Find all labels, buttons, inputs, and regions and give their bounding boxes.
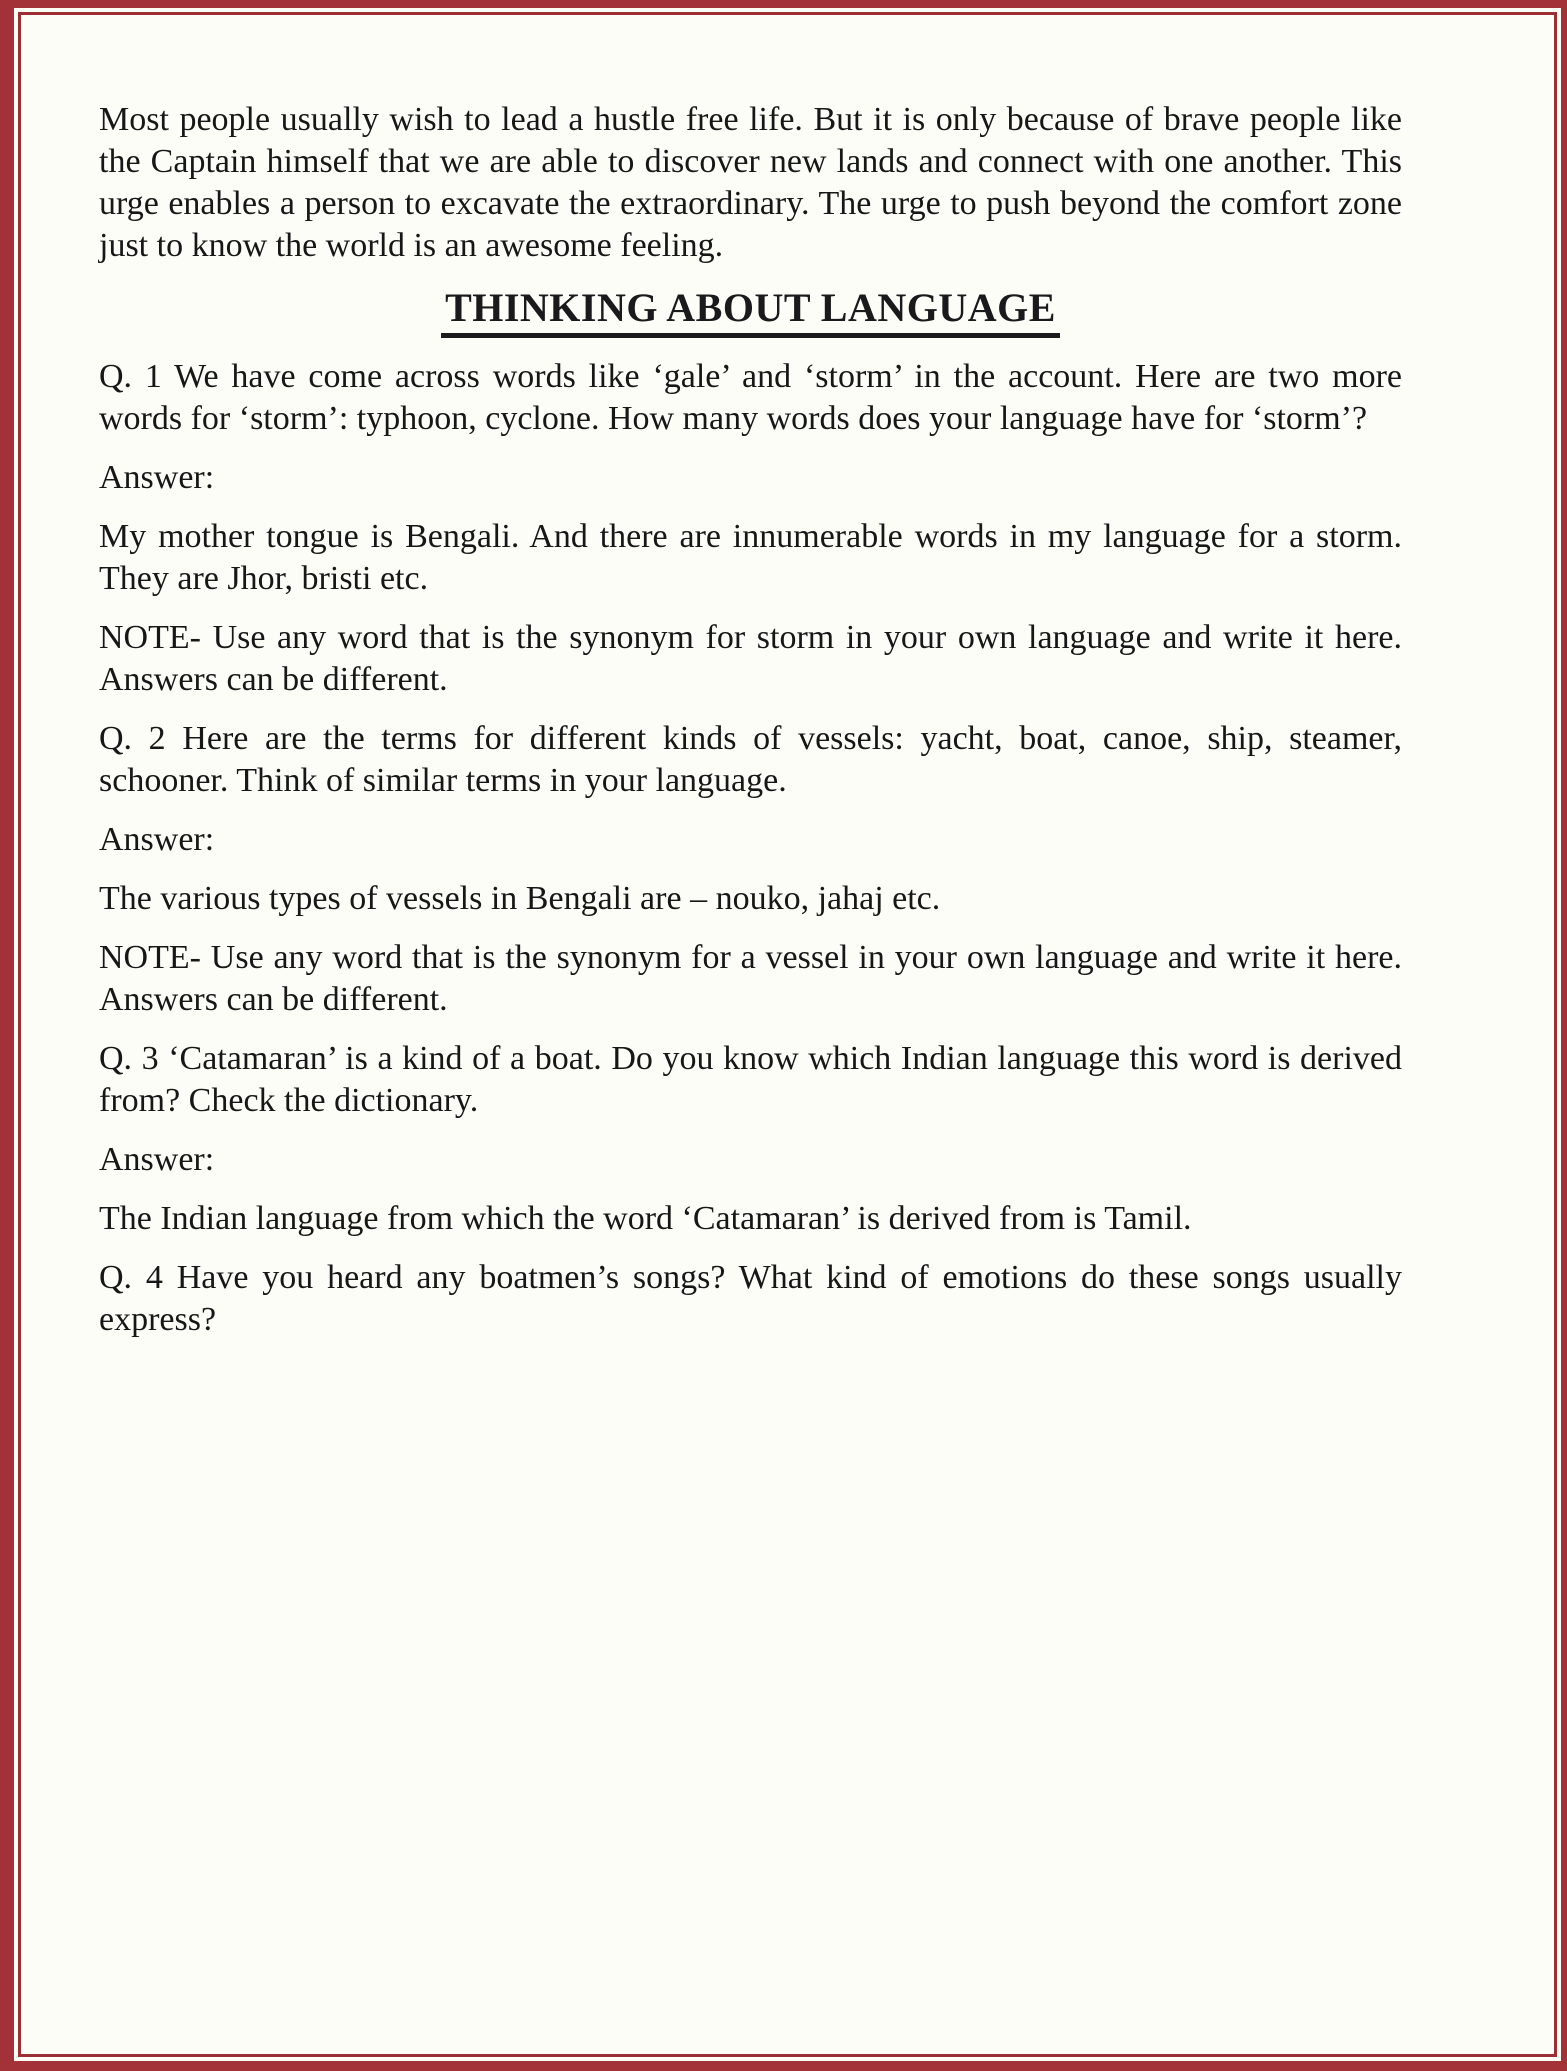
answer-1: My mother tongue is Bengali. And there are innumerable words in my language for a storm. They are Jhor, bristi etc. — [99, 518, 1402, 597]
intro-paragraph: Most people usually wish to lead a hustle free life. But it is only because of brave people like the Captain himself that we are able to discover new lands and connect with one another. This urge enables a person to excavate the extraordinary. The urge to push beyond the comfort zone just to know the world is an awesome feeling. — [99, 101, 1402, 264]
section-heading — [99, 284, 1402, 332]
question-4: Q. 4 Have you heard any boatmen’s songs? What kind of emotions do these songs usually express? — [99, 1259, 1402, 1338]
section-heading-text: THINKING ABOUT LANGUAGE — [441, 285, 1060, 338]
question-2: Q. 2 Here are the terms for different kinds of vessels: yacht, boat, canoe, ship, steamer, schooner. Think of similar terms in your language. — [99, 720, 1402, 799]
question-3: Q. 3 ‘Catamaran’ is a kind of a boat. Do you know which Indian language this word is derived from? Check the dictionary. — [99, 1040, 1402, 1119]
answer-label-2: Answer: — [99, 821, 215, 858]
answer-3: The Indian language from which the word ‘Catamaran’ is derived from is Tamil. — [99, 1200, 1192, 1237]
note-2: NOTE- Use any word that is the synonym for a vessel in your own language and write it here. Answers can be different. — [99, 939, 1402, 1018]
note-1: NOTE- Use any word that is the synonym for storm in your own language and write it here. Answers can be different. — [99, 619, 1402, 698]
question-1: Q. 1 We have come across words like ‘gale’ and ‘storm’ in the account. Here are two more words for ‘storm’: typhoon, cyclone. How many words does your language have for ‘storm’? — [99, 358, 1402, 437]
answer-label-1: Answer: — [99, 459, 215, 496]
answer-2: The various types of vessels in Bengali are – nouko, jahaj etc. — [99, 880, 941, 917]
page-content — [21, 15, 1554, 2054]
answer-label-3: Answer: — [99, 1141, 215, 1178]
page-border-frame — [18, 12, 1557, 2057]
